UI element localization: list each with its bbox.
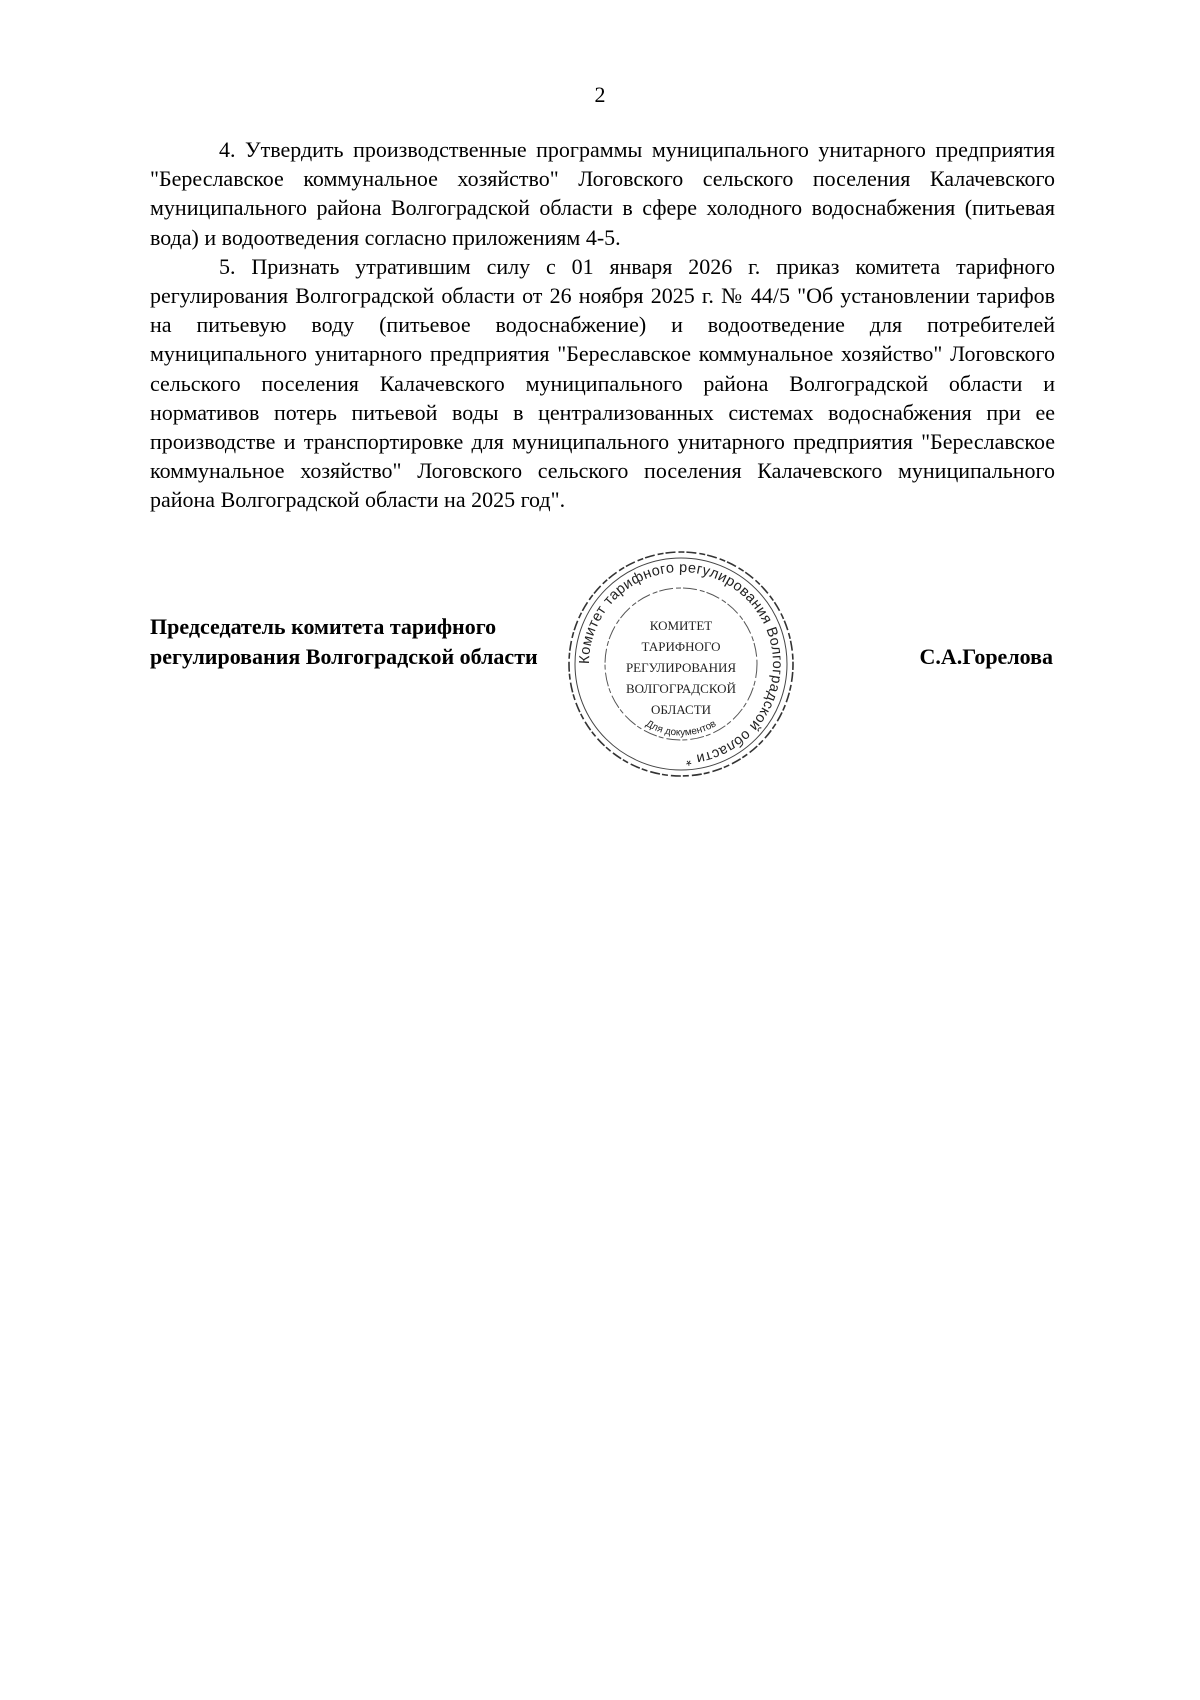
seal-center-line-3: РЕГУЛИРОВАНИЯ	[625, 660, 737, 675]
signatory-position-line-2: регулирования Волгоградской области	[150, 644, 538, 669]
paragraph-item-5: 5. Признать утратившим силу с 01 января 2026 г. приказ комитета тарифного регулирования Волгоградской области от 26 ноября 2025 г. № 44/5 "Об установлении тарифов на питьевую воду (питьевое водоснабжение) и водоотведение для потребителей муниципального унитарного предприятия "Береславское коммунальное хозяйство" Логовского сельского поселения Калачевского муниципального района Волгоградской области и нормативов потерь питьевой воды в централизованных системах водоснабжения при ее производстве и транспортировке для муниципального унитарного предприятия "Береславское коммунальное хозяйство" Логовского сельского поселения Калачевского муниципального района Волгоградской области на 2025 год".	[150, 253, 1055, 513]
official-seal	[565, 548, 797, 780]
seal-outer-text: Комитет тарифного регулирования Волгоградской области *	[576, 559, 786, 768]
signatory-name: С.А.Горелова	[919, 644, 1053, 669]
seal-center-line-4: ВОЛГОГРАДСКОЙ	[626, 681, 736, 696]
page-number: 2	[594, 82, 606, 107]
seal-bottom-text: Для документов	[643, 718, 719, 739]
paragraph-item-4: 4. Утвердить производственные программы муниципального унитарного предприятия "Береславское коммунальное хозяйство" Логовского сельского поселения Калачевского муниципального района Волгоградской области в сфере холодного водоснабжения (питьевая вода) и водоотведения согласно приложениям 4-5.	[150, 137, 1055, 250]
seal-center-line-1: КОМИТЕТ	[649, 618, 713, 633]
seal-center-line-5: ОБЛАСТИ	[650, 702, 712, 717]
order-body	[150, 135, 1055, 515]
signatory-position-line-1: Председатель комитета тарифного	[150, 614, 497, 639]
seal-center-line-2: ТАРИФНОГО	[641, 639, 721, 654]
signatory-position	[150, 612, 538, 672]
